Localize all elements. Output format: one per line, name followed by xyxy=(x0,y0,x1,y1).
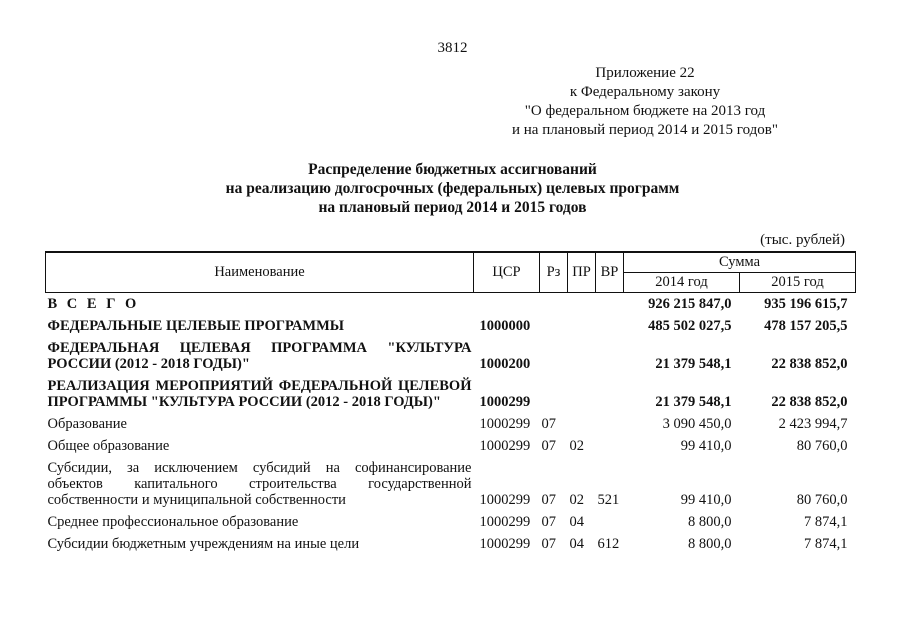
appendix-line: Приложение 22 xyxy=(595,65,695,81)
row-csr: 1000299 xyxy=(479,514,531,530)
row-rz xyxy=(540,315,568,337)
row-csr: 1000299 xyxy=(479,416,531,432)
row-2014: 8 800,0 xyxy=(688,536,732,552)
row-2015: 22 838 852,0 xyxy=(771,356,848,372)
table-row xyxy=(46,315,856,337)
row-csr: 1000000 xyxy=(479,318,531,334)
row-pr: 02 xyxy=(569,438,584,454)
row-2015: 22 838 852,0 xyxy=(771,394,848,410)
title-line: на плановый период 2014 и 2015 годов xyxy=(318,199,587,216)
row-name-line: ПРОГРАММЫ "КУЛЬТУРА РОССИИ (2012 - 2018 ГОДЫ)" xyxy=(47,394,441,410)
row-vr xyxy=(596,511,624,533)
row-pr: 04 xyxy=(569,536,584,552)
row-name: В С Е Г О xyxy=(47,296,140,312)
appendix-line: "О федеральном бюджете на 2013 год xyxy=(524,103,766,119)
row-2015: 7 874,1 xyxy=(804,536,848,552)
table-row xyxy=(46,293,856,316)
row-2014: 485 502 027,5 xyxy=(648,318,732,334)
row-vr xyxy=(596,337,624,375)
table-row xyxy=(46,435,856,457)
header-rz: Рз xyxy=(540,252,568,293)
page-number: 3812 xyxy=(437,40,468,56)
row-2015: 7 874,1 xyxy=(804,514,848,530)
row-name-line: Субсидии, за исключением субсидий на софинансирование xyxy=(47,460,472,476)
row-name: Общее образование xyxy=(47,438,170,454)
table-row xyxy=(46,511,856,533)
row-name: Среднее профессиональное образование xyxy=(47,514,299,530)
appendix-line: к Федеральному закону xyxy=(569,84,721,100)
row-name-line: ФЕДЕРАЛЬНАЯ ЦЕЛЕВАЯ ПРОГРАММА "КУЛЬТУРА xyxy=(47,340,472,356)
row-rz: 07 xyxy=(541,416,556,432)
row-csr: 1000299 xyxy=(479,536,531,552)
row-2014: 8 800,0 xyxy=(688,514,732,530)
row-vr xyxy=(596,413,624,435)
row-rz: 07 xyxy=(541,514,556,530)
row-pr xyxy=(568,293,596,316)
row-vr xyxy=(596,315,624,337)
budget-table xyxy=(45,251,856,555)
row-2014: 926 215 847,0 xyxy=(648,296,732,312)
row-2014: 99 410,0 xyxy=(680,492,732,508)
row-csr xyxy=(474,293,540,316)
row-csr: 1000299 xyxy=(479,438,531,454)
row-pr xyxy=(568,315,596,337)
row-rz xyxy=(540,337,568,375)
header-sum: Сумма xyxy=(624,252,856,273)
row-rz xyxy=(540,375,568,413)
row-name: ФЕДЕРАЛЬНЫЕ ЦЕЛЕВЫЕ ПРОГРАММЫ xyxy=(47,318,345,334)
title-line: на реализацию долгосрочных (федеральных) целевых программ xyxy=(225,180,680,197)
row-2014: 99 410,0 xyxy=(680,438,732,454)
row-name-line: собственности и муниципальной собственности xyxy=(47,492,346,508)
row-vr xyxy=(596,435,624,457)
row-name xyxy=(46,457,474,511)
row-csr: 1000200 xyxy=(479,356,531,372)
row-rz xyxy=(540,293,568,316)
row-2014: 21 379 548,1 xyxy=(655,394,732,410)
table-row xyxy=(46,413,856,435)
row-2014: 21 379 548,1 xyxy=(655,356,732,372)
header-2015: 2015 год xyxy=(740,273,856,293)
row-2014: 3 090 450,0 xyxy=(662,416,732,432)
row-pr xyxy=(568,413,596,435)
row-rz: 07 xyxy=(541,438,556,454)
row-pr: 04 xyxy=(569,514,584,530)
header-vr: ВР xyxy=(596,252,624,293)
row-name-line: РЕАЛИЗАЦИЯ МЕРОПРИЯТИЙ ФЕДЕРАЛЬНОЙ ЦЕЛЕВОЙ xyxy=(47,378,472,394)
row-rz: 07 xyxy=(541,536,556,552)
table-row xyxy=(46,533,856,555)
appendix-header xyxy=(480,64,810,140)
row-name-line: объектов капитального строительства государственной xyxy=(47,476,472,492)
row-2015: 2 423 994,7 xyxy=(778,416,848,432)
title-line: Распределение бюджетных ассигнований xyxy=(308,161,597,178)
row-rz: 07 xyxy=(541,492,556,508)
appendix-line: и на плановый период 2014 и 2015 годов" xyxy=(512,122,778,138)
header-pr: ПР xyxy=(568,252,596,293)
header-name: Наименование xyxy=(46,252,474,293)
row-2015: 80 760,0 xyxy=(796,492,848,508)
row-name: Субсидии бюджетным учреждениям на иные цели xyxy=(47,536,360,552)
row-vr: 521 xyxy=(597,492,620,508)
row-pr xyxy=(568,375,596,413)
row-name-line: РОССИИ (2012 - 2018 ГОДЫ)" xyxy=(47,356,250,372)
table-row xyxy=(46,375,856,413)
row-vr: 612 xyxy=(597,536,620,552)
row-2015: 80 760,0 xyxy=(796,438,848,454)
table-header xyxy=(46,252,856,293)
row-2015: 935 196 615,7 xyxy=(764,296,848,312)
document-title xyxy=(0,160,905,217)
row-name: Образование xyxy=(47,416,127,432)
row-name xyxy=(46,375,474,413)
row-csr: 1000299 xyxy=(479,394,531,410)
row-vr xyxy=(596,375,624,413)
units-label: (тыс. рублей) xyxy=(760,232,845,248)
table-row xyxy=(46,457,856,511)
row-csr: 1000299 xyxy=(479,492,531,508)
row-pr xyxy=(568,337,596,375)
row-name xyxy=(46,337,474,375)
row-2015: 478 157 205,5 xyxy=(764,318,848,334)
header-csr: ЦСР xyxy=(474,252,540,293)
row-vr xyxy=(596,293,624,316)
table-row xyxy=(46,337,856,375)
header-2014: 2014 год xyxy=(624,273,740,293)
row-pr: 02 xyxy=(569,492,584,508)
